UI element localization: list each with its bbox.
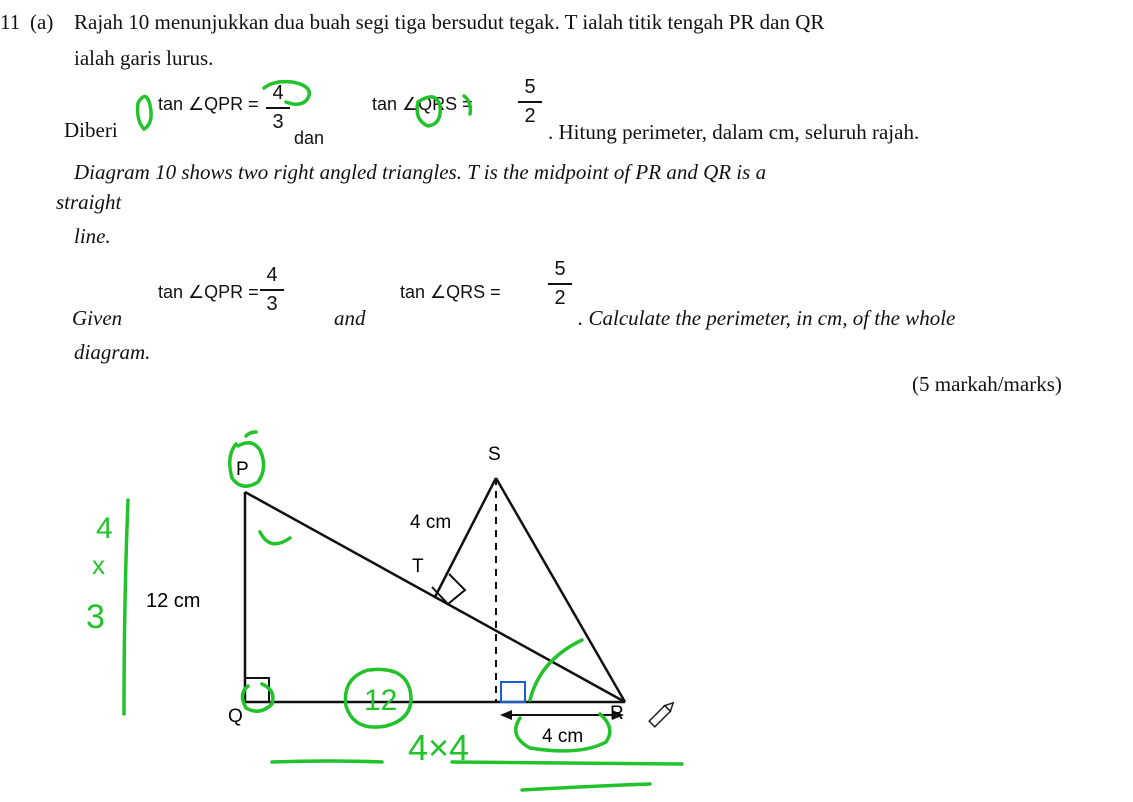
mark-s-in-formula <box>464 96 470 114</box>
english-and: and <box>334 306 366 330</box>
edge-st <box>435 478 496 597</box>
malay-given-label: Diberi <box>64 118 118 142</box>
tan-qpr-expr-malay: tan ∠QPR = <box>158 94 259 114</box>
english-line-1: Diagram 10 shows two right angled triangles. T is the midpoint of PR and QR is a <box>74 160 767 184</box>
malay-line-1: Rajah 10 menunjukkan dua buah segi tiga bersudut tegak. T ialah titik tengah PR dan QR <box>74 10 825 34</box>
malay-task: . Hitung perimeter, dalam cm, seluruh rajah. <box>548 120 920 144</box>
label-t: T <box>412 556 424 577</box>
bottom-arrow-left-head <box>500 710 512 720</box>
right-angle-q <box>245 678 269 702</box>
label-bottom-length: 4 cm <box>542 726 584 747</box>
angle-arc-r <box>530 640 582 700</box>
underline-bottom <box>522 784 650 790</box>
tan-qrs-expr-english: tan ∠QRS = <box>400 282 501 302</box>
tan-qpr-den-malay: 3 <box>272 111 284 133</box>
tan-qpr-num-malay: 4 <box>272 82 284 104</box>
hand-bottom-expr: 4×4 <box>408 727 470 768</box>
hand-left-top: 4 <box>96 512 113 545</box>
part-label: (a) <box>30 10 54 34</box>
tan-qrs-expr-malay: tan ∠QRS = <box>372 94 473 114</box>
edge-sr <box>496 478 625 702</box>
label-st-length: 4 cm <box>410 512 452 533</box>
english-task: . Calculate the perimeter, in cm, of the whole <box>578 306 956 330</box>
hand-circled-12: 12 <box>364 684 398 717</box>
circle-p-in-formula <box>138 96 152 129</box>
tan-qrs-den-english: 2 <box>554 287 566 309</box>
tan-qrs-num-english: 5 <box>554 258 566 280</box>
marks-label: (5 markah/marks) <box>912 372 1062 396</box>
label-s: S <box>488 444 501 465</box>
circle-q-in-formula <box>417 97 440 126</box>
circle-4-in-formula <box>264 82 309 105</box>
handwriting-annotations <box>124 82 682 790</box>
label-pq-length: 12 cm <box>146 590 201 612</box>
question-number: 11 <box>0 10 21 34</box>
label-r: R <box>610 703 624 724</box>
bracket-line <box>124 500 128 714</box>
tan-qrs-num-malay: 5 <box>524 76 536 98</box>
tan-qpr-expr-english: tan ∠QPR = <box>158 282 259 302</box>
tan-qpr-num-english: 4 <box>266 264 278 286</box>
pencil-icon[interactable] <box>649 700 676 727</box>
english-line-2: straight <box>56 190 122 214</box>
underline-left <box>272 761 382 762</box>
angle-arc-p <box>260 532 290 544</box>
underline-right <box>452 762 682 764</box>
hand-left-bottom: 3 <box>86 598 105 636</box>
hand-left-mid: x <box>92 550 105 580</box>
label-q: Q <box>228 706 243 727</box>
malay-line-2: ialah garis lurus. <box>74 46 214 70</box>
tan-qrs-den-malay: 2 <box>524 105 536 127</box>
english-given-label: Given <box>72 306 123 330</box>
right-angle-foot <box>501 682 525 702</box>
label-p: P <box>236 459 249 480</box>
handwriting-text <box>86 512 469 768</box>
tan-qpr-den-english: 3 <box>266 293 278 315</box>
english-line-last: diagram. <box>74 340 151 364</box>
english-line-3: line. <box>74 224 111 248</box>
malay-and: dan <box>294 128 325 148</box>
